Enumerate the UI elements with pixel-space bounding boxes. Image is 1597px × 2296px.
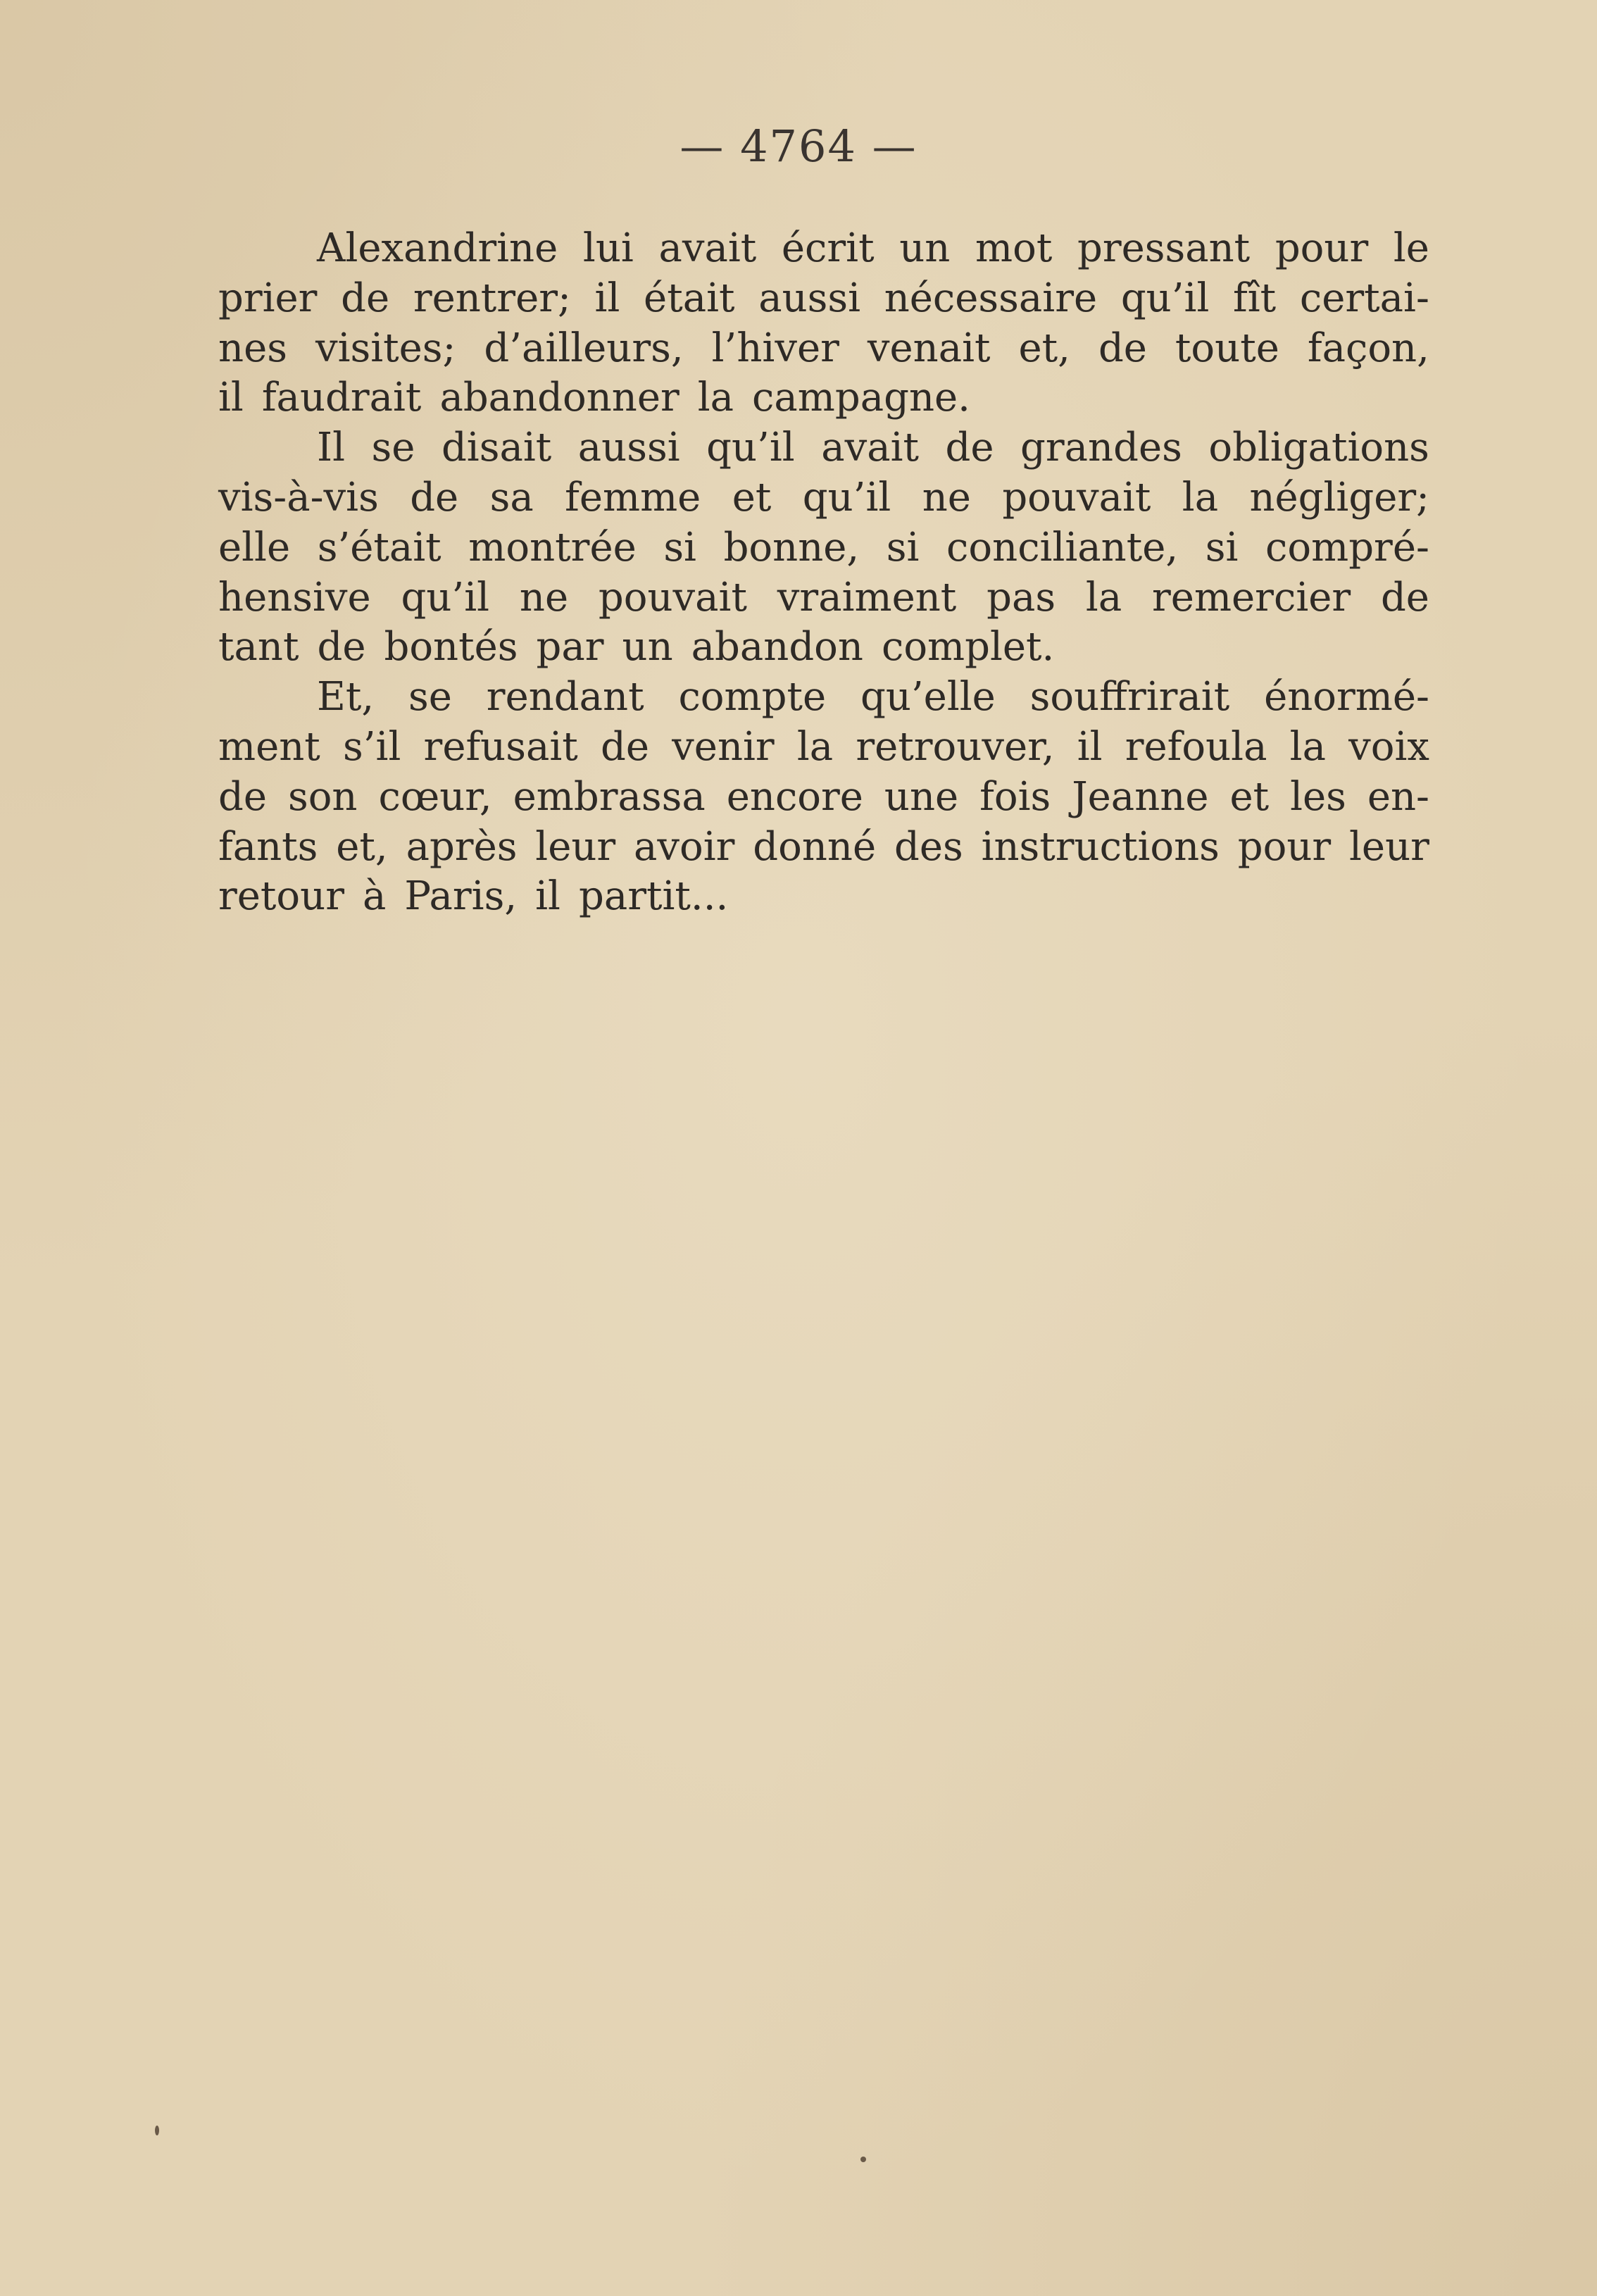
word: aussi [758,275,861,321]
word: se [371,425,415,471]
word: et [732,474,772,520]
word: ne [519,574,569,620]
word: qu’il [401,574,490,620]
word: campagne. [752,375,970,421]
paper-speck [860,2157,866,2162]
word: Paris, [404,873,518,920]
word: de [1098,325,1147,371]
word: qu’elle [860,674,996,720]
text-line [218,573,1429,623]
word: femme [565,474,701,520]
word: lui [582,225,634,271]
word: de [1380,574,1429,620]
word: et, [1018,325,1070,371]
word: leur [535,823,616,870]
word: il [535,873,560,920]
text-line [218,274,1429,324]
word: fois [979,773,1051,820]
word: de [600,723,649,770]
word: en- [1367,773,1429,820]
word: conciliante, [946,524,1179,570]
word: s’était [317,524,441,570]
word: Et, [317,674,375,720]
word: cœur, [378,773,492,820]
word: il [218,375,244,421]
word: Il [317,425,346,471]
word: façon, [1307,325,1429,371]
text-line [218,673,1429,723]
word: Alexandrine [317,225,558,271]
word: la [1182,474,1219,520]
word: pouvait [598,574,747,620]
word: l’hiver [711,325,839,371]
word: qu’il [802,474,891,520]
word: tant [218,624,299,670]
word: écrit [781,225,875,271]
word: la [1289,723,1326,770]
word: s’il [343,723,401,770]
word: était [644,275,735,321]
word: voix [1348,723,1429,770]
word: certai- [1299,275,1429,321]
text-line [218,823,1429,873]
word: Jeanne [1072,773,1209,820]
word: de [945,425,994,471]
word: complet. [881,624,1055,670]
word: son [287,773,358,820]
word: le [1393,225,1429,271]
text-line [218,473,1429,523]
word: compré- [1265,524,1429,570]
word: pouvait [1002,474,1151,520]
word: obligations [1208,425,1429,471]
word: et [1229,773,1270,820]
word: instructions [981,823,1220,870]
word: de [317,624,366,670]
word: à [362,873,387,920]
word: venir [672,723,775,770]
word: de [341,275,390,321]
text-line [218,872,1429,922]
word: pas [987,574,1056,620]
word: si [886,524,920,570]
word: la [796,723,834,770]
paragraph [218,224,1429,423]
text-line [218,373,1429,423]
word: il [594,275,620,321]
word: partit... [578,873,729,920]
body-text [218,224,1429,922]
word: fants [218,823,318,870]
word: négliger; [1249,474,1429,520]
word: leur [1349,823,1429,870]
paper-speck [155,2126,159,2135]
word: il [1077,723,1103,770]
word: se [408,674,452,720]
word: de [410,474,459,520]
word: toute [1175,325,1279,371]
word: compte [678,674,827,720]
word: pour [1275,225,1369,271]
page-number-header: — 4764 — [679,120,918,172]
word: ne [922,474,971,520]
word: retour [218,873,344,920]
paragraph [218,423,1429,673]
text-line [218,523,1429,573]
word: ment [218,723,320,770]
word: rentrer; [413,275,571,321]
word: pour [1237,823,1332,870]
word: de [218,773,267,820]
word: avait [821,425,920,471]
word: une [884,773,959,820]
word: la [1085,574,1122,620]
word: énormé- [1264,674,1429,720]
word: un [899,225,951,271]
word: nes [218,325,287,371]
word: si [663,524,696,570]
word: rendant [486,674,644,720]
word: remercier [1152,574,1351,620]
word: elle [218,524,291,570]
word: abandonner [439,375,679,421]
word: nécessaire [884,275,1098,321]
word: vraiment [777,574,957,620]
word: hensive [218,574,371,620]
text-line [218,324,1429,374]
text-line [218,423,1429,473]
text-line [218,623,1429,673]
text-line [218,224,1429,274]
word: un [622,624,673,670]
word: vis-à-vis [218,474,379,520]
word: si [1205,524,1239,570]
word: mot [975,225,1053,271]
word: avait [658,225,757,271]
text-line [218,773,1429,823]
word: avoir [634,823,735,870]
word: la [697,375,734,421]
word: fît [1233,275,1277,321]
word: retrouver, [856,723,1055,770]
word: sa [489,474,534,520]
word: bonne, [723,524,860,570]
word: refusait [423,723,578,770]
word: abandon [691,624,863,670]
word: encore [726,773,863,820]
word: et, [336,823,388,870]
paragraph [218,673,1429,922]
word: par [536,624,604,670]
word: d’ailleurs, [484,325,684,371]
word: embrassa [513,773,706,820]
word: pressant [1077,225,1251,271]
word: prier [218,275,318,321]
word: des [894,823,963,870]
word: donné [753,823,877,870]
word: aussi [577,425,680,471]
word: après [406,823,518,870]
word: refoula [1125,723,1267,770]
word: les [1290,773,1346,820]
word: faudrait [261,375,422,421]
word: bontés [384,624,518,670]
text-line [218,723,1429,773]
word: grandes [1020,425,1182,471]
word: souffrirait [1029,674,1230,720]
word: qu’il [1120,275,1210,321]
word: disait [441,425,552,471]
word: montrée [468,524,637,570]
word: venait [867,325,991,371]
word: qu’il [706,425,795,471]
word: visites; [315,325,456,371]
